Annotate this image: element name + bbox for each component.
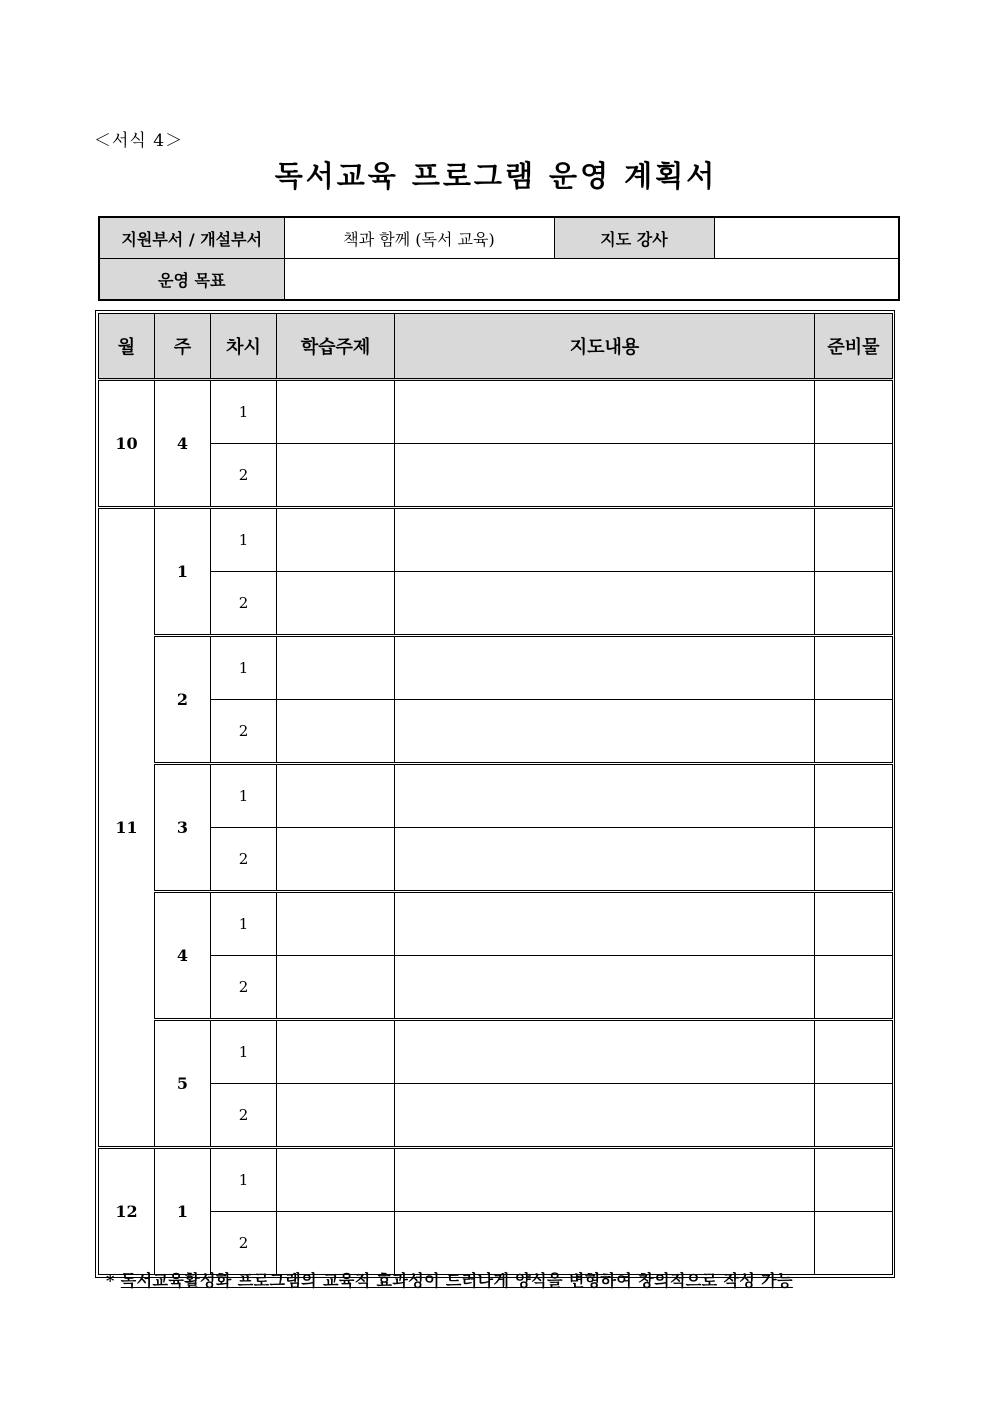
content-cell[interactable] — [395, 1020, 815, 1084]
topic-cell[interactable] — [277, 380, 395, 444]
materials-cell[interactable] — [815, 1084, 893, 1148]
materials-cell[interactable] — [815, 380, 893, 444]
schedule-header-row — [99, 314, 893, 380]
week-cell: 2 — [155, 636, 211, 764]
instructor-label: 지도 강사 — [554, 217, 714, 259]
dept-label: 지원부서 / 개설부서 — [99, 217, 284, 259]
table-row — [99, 1212, 893, 1275]
content-cell[interactable] — [395, 956, 815, 1020]
goal-label: 운영 목표 — [99, 259, 284, 301]
table-row — [99, 1020, 893, 1084]
materials-cell[interactable] — [815, 636, 893, 700]
content-cell[interactable] — [395, 1148, 815, 1212]
topic-cell[interactable] — [277, 1084, 395, 1148]
topic-cell[interactable] — [277, 1212, 395, 1275]
session-cell: 2 — [211, 956, 277, 1020]
table-row — [99, 636, 893, 700]
materials-cell[interactable] — [815, 956, 893, 1020]
page-title: 독서교육 프로그램 운영 계획서 — [274, 159, 718, 193]
session-cell: 1 — [211, 764, 277, 828]
content-cell[interactable] — [395, 764, 815, 828]
topic-cell[interactable] — [277, 956, 395, 1020]
topic-cell[interactable] — [277, 892, 395, 956]
goal-value[interactable] — [284, 259, 899, 301]
month-cell: 12 — [99, 1148, 155, 1275]
month-cell: 10 — [99, 380, 155, 508]
week-cell: 4 — [155, 380, 211, 508]
month-cell: 11 — [99, 508, 155, 1148]
header-materials: 준비물 — [815, 314, 893, 380]
table-row — [99, 892, 893, 956]
content-cell[interactable] — [395, 508, 815, 572]
week-cell: 1 — [155, 508, 211, 636]
materials-cell[interactable] — [815, 572, 893, 636]
topic-cell[interactable] — [277, 636, 395, 700]
topic-cell[interactable] — [277, 508, 395, 572]
materials-cell[interactable] — [815, 764, 893, 828]
header-content: 지도내용 — [395, 314, 815, 380]
materials-cell[interactable] — [815, 828, 893, 892]
session-cell: 1 — [211, 380, 277, 444]
week-cell: 3 — [155, 764, 211, 892]
materials-cell[interactable] — [815, 700, 893, 764]
table-row — [99, 764, 893, 828]
materials-cell[interactable] — [815, 444, 893, 508]
topic-cell[interactable] — [277, 1020, 395, 1084]
session-cell: 1 — [211, 1148, 277, 1212]
form-number: ＜서식 4＞ — [94, 131, 184, 151]
week-cell: 4 — [155, 892, 211, 1020]
footnote-text: 독서교육활성화 프로그램의 교육적 효과성이 드러나게 양식을 변형하여 창의적으로 작성 가능 — [120, 1271, 793, 1290]
content-cell[interactable] — [395, 892, 815, 956]
materials-cell[interactable] — [815, 508, 893, 572]
session-cell: 2 — [211, 572, 277, 636]
table-row — [99, 956, 893, 1020]
footnote — [106, 1268, 892, 1291]
content-cell[interactable] — [395, 700, 815, 764]
content-cell[interactable] — [395, 380, 815, 444]
session-cell: 2 — [211, 1212, 277, 1275]
session-cell: 2 — [211, 828, 277, 892]
dept-value[interactable]: 책과 함께 (독서 교육) — [284, 217, 554, 259]
session-cell: 2 — [211, 700, 277, 764]
header-session: 차시 — [211, 314, 277, 380]
table-row — [99, 508, 893, 572]
week-cell: 1 — [155, 1148, 211, 1275]
content-cell[interactable] — [395, 572, 815, 636]
topic-cell[interactable] — [277, 1148, 395, 1212]
session-cell: 1 — [211, 1020, 277, 1084]
table-row — [99, 380, 893, 444]
table-row — [99, 444, 893, 508]
session-cell: 2 — [211, 444, 277, 508]
header-topic: 학습주제 — [277, 314, 395, 380]
instructor-value[interactable] — [714, 217, 899, 259]
table-row — [99, 828, 893, 892]
materials-cell[interactable] — [815, 1148, 893, 1212]
session-cell: 2 — [211, 1084, 277, 1148]
info-table — [98, 216, 900, 301]
topic-cell[interactable] — [277, 444, 395, 508]
content-cell[interactable] — [395, 828, 815, 892]
content-cell[interactable] — [395, 1212, 815, 1275]
table-row — [99, 572, 893, 636]
schedule-table — [98, 313, 893, 1275]
topic-cell[interactable] — [277, 700, 395, 764]
header-month: 월 — [99, 314, 155, 380]
content-cell[interactable] — [395, 444, 815, 508]
topic-cell[interactable] — [277, 828, 395, 892]
content-cell[interactable] — [395, 636, 815, 700]
materials-cell[interactable] — [815, 1020, 893, 1084]
schedule-frame — [95, 310, 895, 1278]
table-row — [99, 1084, 893, 1148]
materials-cell[interactable] — [815, 892, 893, 956]
content-cell[interactable] — [395, 1084, 815, 1148]
session-cell: 1 — [211, 636, 277, 700]
materials-cell[interactable] — [815, 1212, 893, 1275]
session-cell: 1 — [211, 508, 277, 572]
header-week: 주 — [155, 314, 211, 380]
footnote-marker: * — [106, 1271, 115, 1290]
table-row — [99, 700, 893, 764]
week-cell: 5 — [155, 1020, 211, 1148]
topic-cell[interactable] — [277, 572, 395, 636]
session-cell: 1 — [211, 892, 277, 956]
topic-cell[interactable] — [277, 764, 395, 828]
table-row — [99, 1148, 893, 1212]
